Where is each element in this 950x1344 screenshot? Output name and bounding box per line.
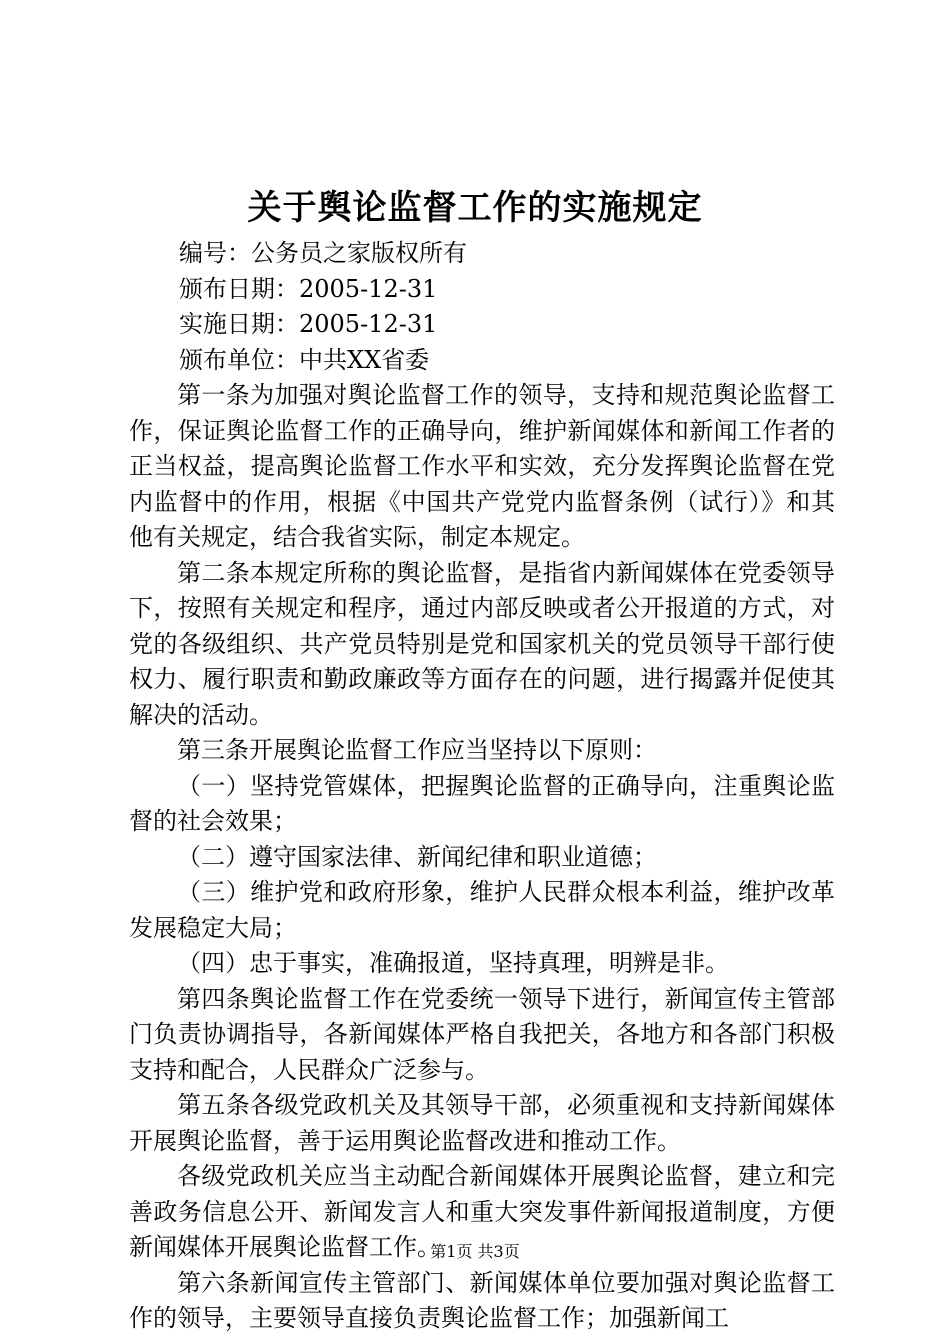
principle-3: （三）维护党和政府形象，维护人民群众根本利益，维护改革发展稳定大局； bbox=[129, 878, 835, 942]
meta-issuing-unit: 颁布单位：中共XX省委 bbox=[179, 345, 430, 374]
page-footer: 第1页 共3页 bbox=[430, 1242, 520, 1261]
meta-effective-date: 实施日期：2005-12-31 bbox=[179, 310, 438, 338]
article-5-clause-2: 各级党政机关应当主动配合新闻媒体开展舆论监督，建立和完善政务信息公开、新闻发言人和重大突发事件新闻报道制度，方便新闻媒体开展舆论监督工作。 bbox=[129, 1162, 835, 1261]
article-5: 第五条各级党政机关及其领导干部，必须重视和支持新闻媒体开展舆论监督，善于运用舆论监督改进和推动工作。 bbox=[129, 1091, 835, 1155]
principle-4: （四）忠于事实，准确报道，坚持真理，明辨是非。 bbox=[177, 949, 729, 977]
document-title: 关于舆论监督工作的实施规定 bbox=[247, 188, 703, 228]
meta-serial-number: 编号：公务员之家版权所有 bbox=[179, 239, 467, 267]
article-2: 第二条本规定所称的舆论监督，是指省内新闻媒体在党委领导下，按照有关规定和程序，通过内部反映或者公开报道的方式，对党的各级组织、共产党员特别是党和国家机关的党员领导干部行使权力、履行职责和勤政廉政等方面存在的问题，进行揭露并促使其解决的活动。 bbox=[129, 558, 835, 729]
document-body bbox=[129, 236, 835, 1337]
principle-2: （二）遵守国家法律、新闻纪律和职业道德； bbox=[177, 842, 657, 871]
article-3: 第三条开展舆论监督工作应当坚持以下原则： bbox=[177, 736, 657, 764]
article-4: 第四条舆论监督工作在党委统一领导下进行，新闻宣传主管部门负责协调指导，各新闻媒体严格自我把关，各地方和各部门积极支持和配合，人民群众广泛参与。 bbox=[129, 984, 835, 1084]
article-6: 第六条新闻宣传主管部门、新闻媒体单位要加强对舆论监督工作的领导，主要领导直接负责舆论监督工作；加强新闻工 bbox=[129, 1268, 835, 1332]
meta-issue-date: 颁布日期：2005-12-31 bbox=[179, 274, 438, 303]
principle-1: （一）坚持党管媒体，把握舆论监督的正确导向，注重舆论监督的社会效果； bbox=[129, 771, 835, 835]
article-1: 第一条为加强对舆论监督工作的领导，支持和规范舆论监督工作，保证舆论监督工作的正确导向，维护新闻媒体和新闻工作者的正当权益，提高舆论监督工作水平和实效，充分发挥舆论监督在党内监督中的作用，根据《中国共产党党内监督条例（试行）》和其他有关规定，结合我省实际，制定本规定。 bbox=[129, 381, 835, 551]
